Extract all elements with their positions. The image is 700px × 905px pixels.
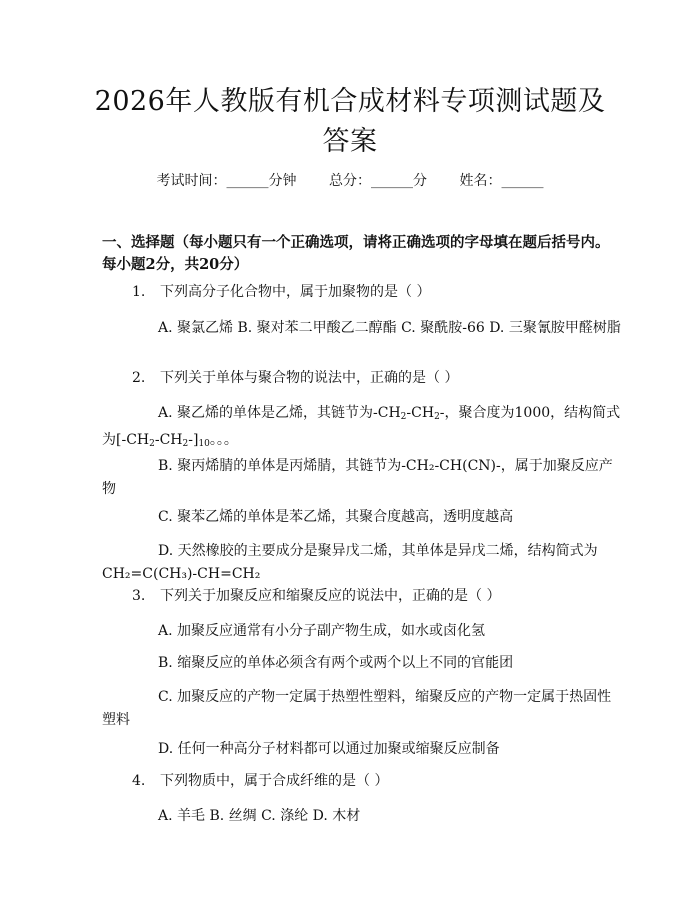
question-number: 2. [132, 370, 146, 386]
student-name: 姓名：______ [459, 173, 544, 189]
question-number: 1. [132, 284, 146, 300]
question-text: 下列关于单体与聚合物的说法中，正确的是（ ） [160, 370, 459, 386]
question-number: 4. [132, 773, 146, 789]
question-text: 下列高分子化合物中，属于加聚物的是（ ） [160, 284, 431, 300]
exam-time: 考试时间：______分钟 [156, 173, 297, 189]
question-4-options: A. 羊毛 B. 丝绸 C. 涤纶 D. 木材 [158, 808, 361, 824]
section-heading: 一、选择题（每小题只有一个正确选项，请将正确选项的字母填在题后括号内。每小题2分，共20分） [102, 234, 610, 273]
question-text: 下列关于加聚反应和缩聚反应的说法中，正确的是（ ） [160, 588, 501, 604]
question-3-option-b: B. 缩聚反应的单体必须含有两个或两个以上不同的官能团 [158, 655, 514, 671]
question-number: 3. [132, 588, 146, 604]
question-2-option-b: B. 聚丙烯腈的单体是丙烯腈，其链节为-CH₂-CH(CN)-，属于加聚反应产物 [102, 458, 613, 497]
question-2-option-a: A. 聚乙烯的单体是乙烯，其链节为$-CH_2-CH_2-$，聚合度为1000，结构简式为$[-CH_2-CH_2-]_{10}$。。。 [102, 405, 621, 449]
question-3-option-c: C. 加聚反应的产物一定属于热塑性塑料，缩聚反应的产物一定属于热固性塑料 [102, 689, 612, 728]
question-2-option-d: D. 天然橡胶的主要成分是聚异戊二烯，其单体是异戊二烯，结构简式为CH₂=C(CH₃)-CH=CH₂ [102, 543, 598, 582]
question-text: 下列物质中，属于合成纤维的是（ ） [160, 773, 389, 789]
question-1-options: A. 聚氯乙烯 B. 聚对苯二甲酸乙二醇酯 C. 聚酰胺-66 D. 三聚氰胺甲醛树脂 [158, 320, 621, 336]
total-score: 总分：______分 [329, 173, 427, 189]
question-3-option-a: A. 加聚反应通常有小分子副产物生成，如水或卤化氢 [158, 623, 486, 639]
exam-meta [0, 170, 700, 190]
question-2-option-c: C. 聚苯乙烯的单体是苯乙烯，其聚合度越高，透明度越高 [158, 509, 514, 525]
page-title: 2026年人教版有机合成材料专项测试题及答案 [94, 86, 606, 157]
question-3-option-d: D. 任何一种高分子材料都可以通过加聚或缩聚反应制备 [158, 741, 500, 757]
